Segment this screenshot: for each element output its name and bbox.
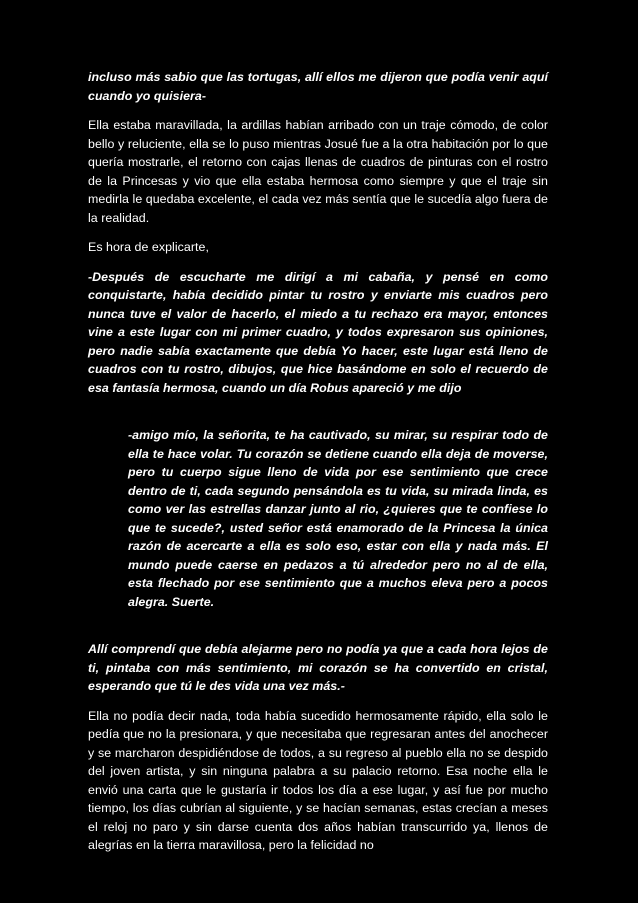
paragraph-4: -Después de escucharte me dirigí a mi cabaña, y pensé en como conquistarte, había decidido pintar tu rostro y enviarte mis cuadros pero nunca tuve el valor de hacerlo, el miedo a tu rechazo era mayor, entonces vine a este lugar con mi primer cuadro, y todos expresaron sus opiniones, pero nadie sabía exactamente que debía Yo hacer, este lugar está lleno de cuadros con tu rostro, dibujos, que hice basándome en solo el recuerdo de esa fantasía hermosa, cuando un día Robus apareció y me dijo xyxy=(88,269,548,395)
document-page xyxy=(88,68,548,855)
paragraph-7: Ella no podía decir nada, toda había sucedido hermosamente rápido, ella solo le pedía que no la presionara, y que necesitaba que regresaran antes del anochecer y se marcharon despidiéndose de todos, a su regreso al pueblo ella no se despido del joven artista, y sin ninguna palabra a su palacio retorno. Esa noche ella le envió una carta que le gustaría ir todos los día a ese lugar, y así fue por mucho tiempo, los días cubrían al siguiente, y se hacían semanas, estas crecían a meses el reloj no paro y sin darse cuenta dos años habían transcurrido ya, llenos de alegrías en la tierra maravillosa, pero la felicidad no xyxy=(88,708,548,852)
quoted-paragraph: -amigo mío, la señorita, te ha cautivado, su mirar, su respirar todo de ella te hace volar. Tu corazón se detiene cuando ella deja de moverse, pero tu cuerpo sigue lleno de vida por ese sentimiento que crece dentro de ti, cada segundo pensándola es tu vida, su mirada linda, es como ver las estrellas danzar junto al rio, ¿quieres que te confiese lo que te sucede?, usted señor está enamorado de la Princesa la única razón de acercarte a ella es solo eso, estar con ella y nada más. El mundo puede caerse en pedazos a tú alrededor pero no al de ella, esta flechado por ese sentimiento que a muchos eleva pero a pocos alegra. Suerte. xyxy=(128,428,548,609)
paragraph-2: Ella estaba maravillada, la ardillas habían arribado con un traje cómodo, de color bello y reluciente, ella se lo puso mientras Josué fue a la otra habitación por lo que quería mostrarle, el retorno con cajas llenas de cuadros de pinturas con el rostro de la Princesas y vio que ella estaba hermosa como siempre y que el traje sin medirla le quedaba excelente, el cada vez más sentía que le sucedía algo fuera de la realidad. xyxy=(88,118,548,225)
paragraph-3: Es hora de explicarte, xyxy=(88,240,209,254)
paragraph-6: Allí comprendí que debía alejarme pero no podía ya que a cada hora lejos de ti, pintaba con más sentimiento, mi corazón se ha convertido en cristal, esperando que tú le des vida una vez más.- xyxy=(88,642,548,693)
paragraph-1: incluso más sabio que las tortugas, allí ellos me dijeron que podía venir aquí cuando yo quisiera- xyxy=(88,70,548,103)
